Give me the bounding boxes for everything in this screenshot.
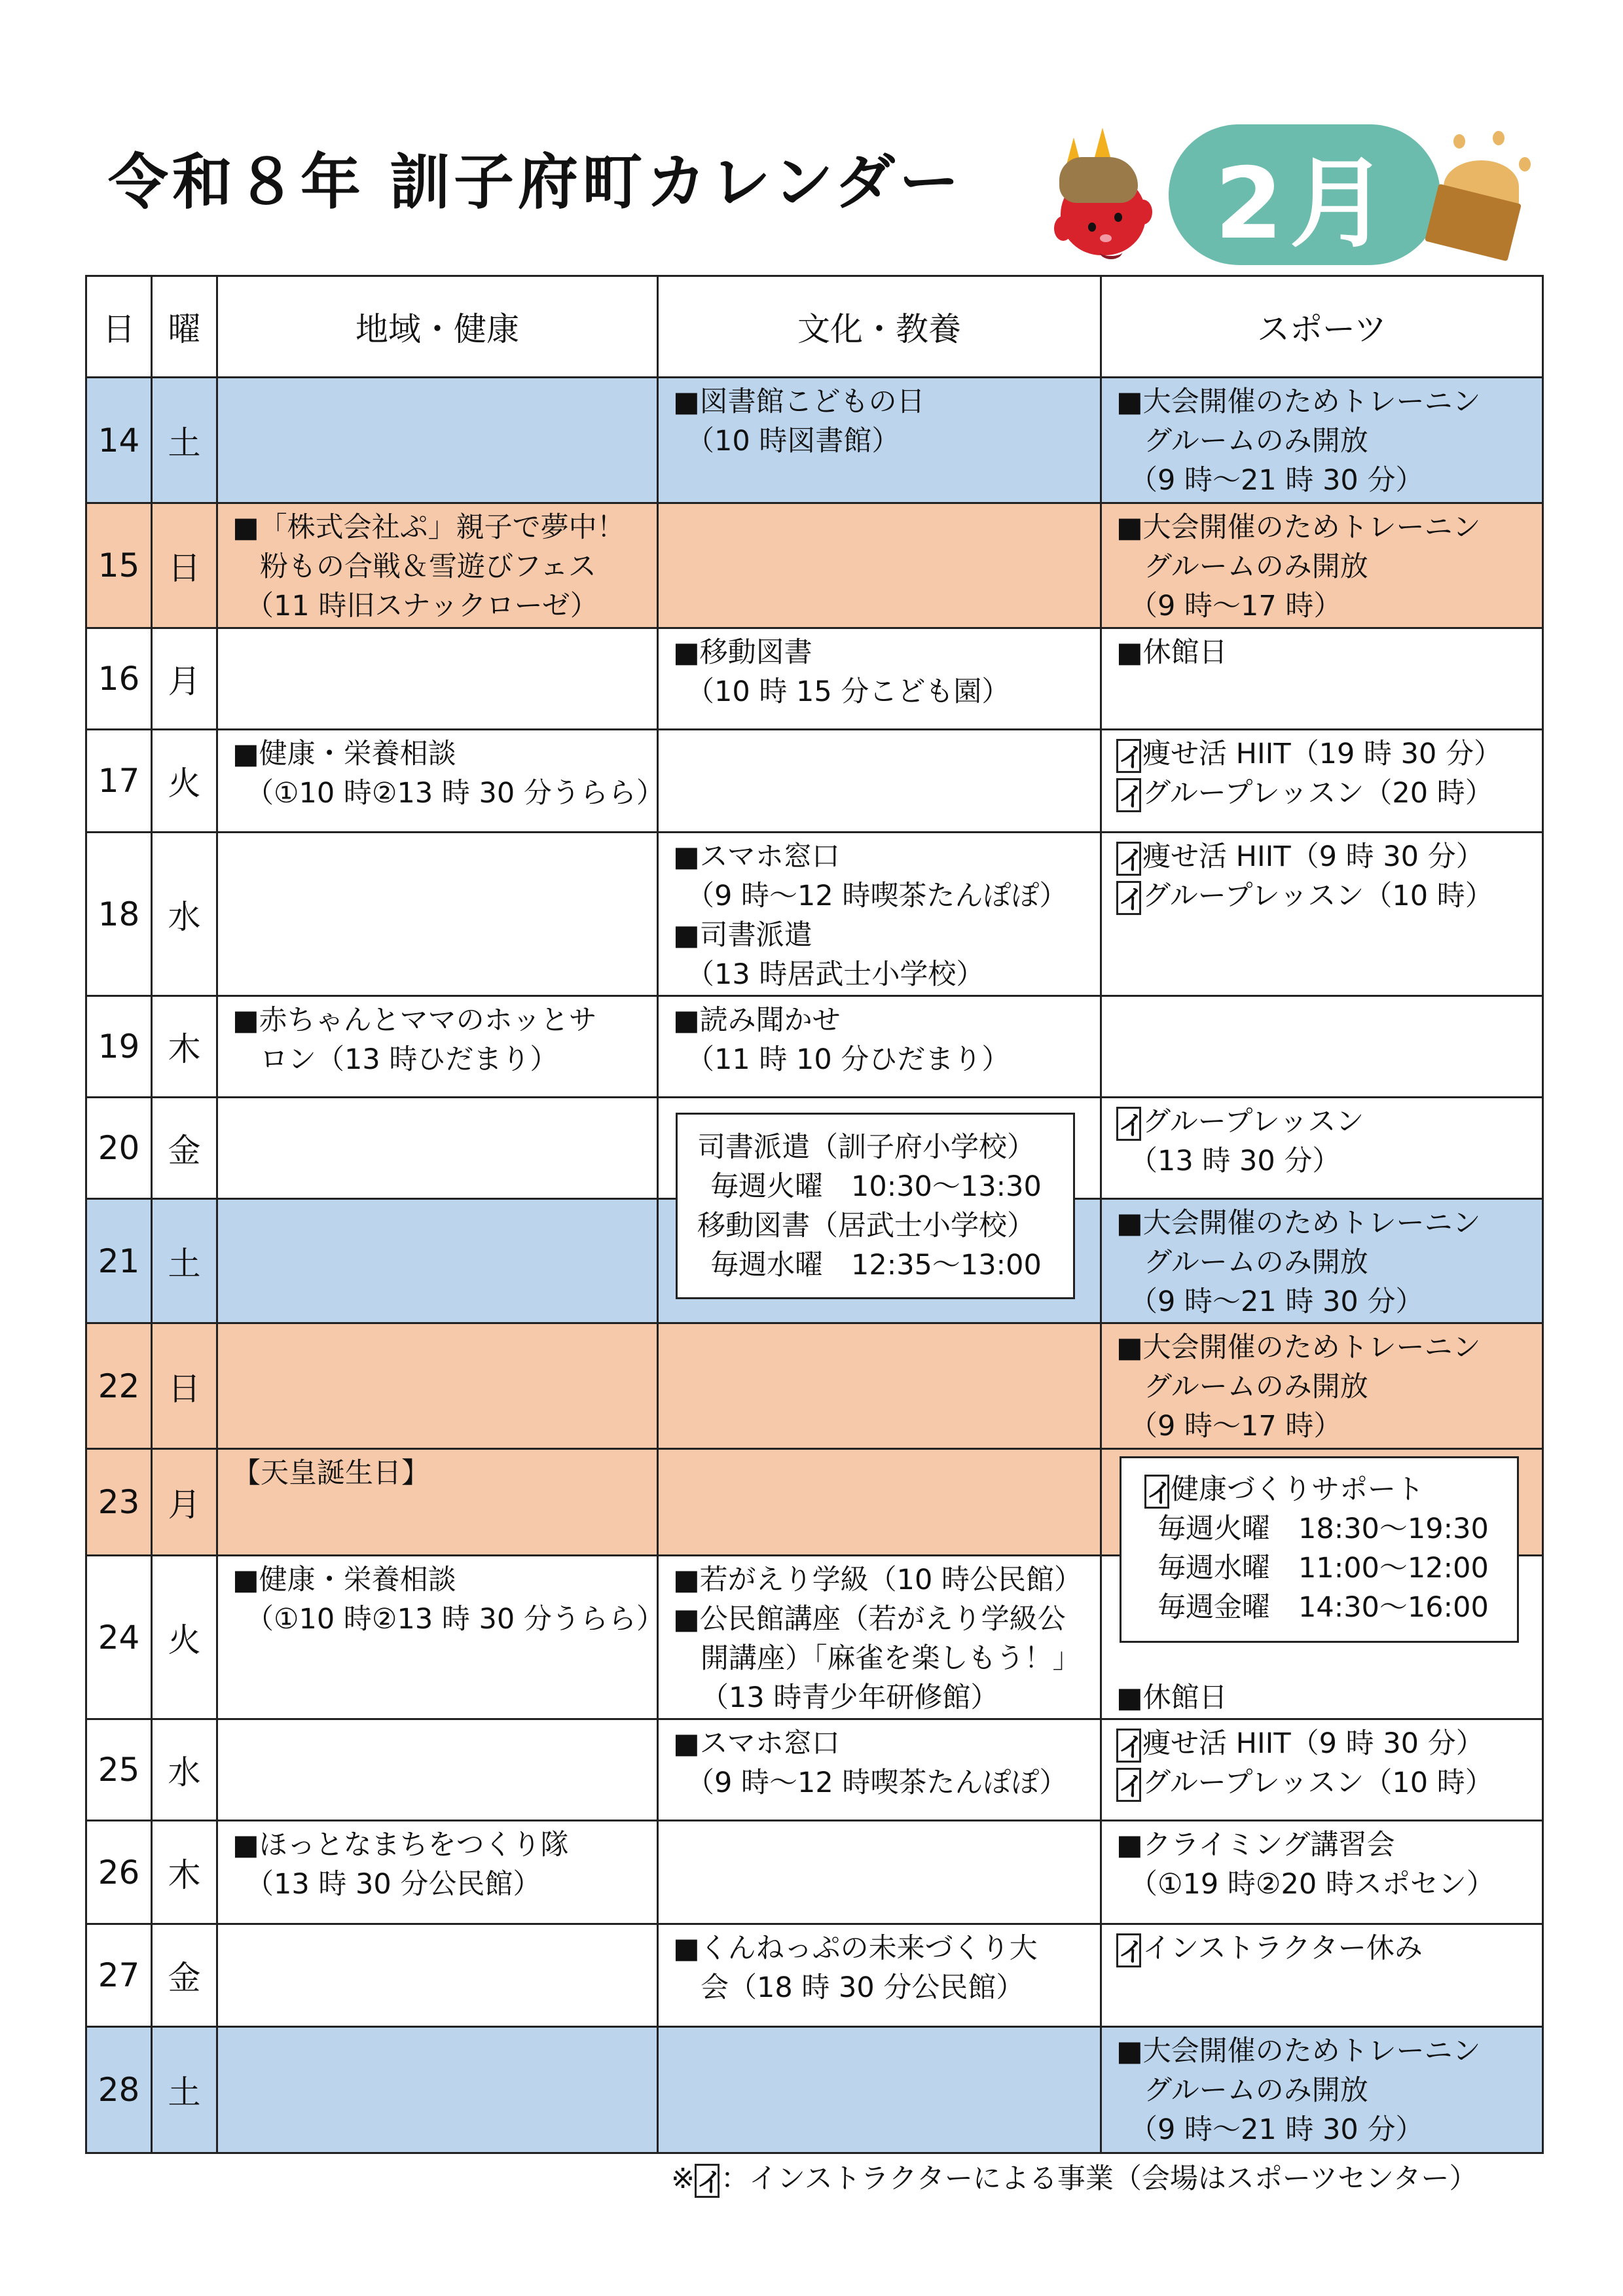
community-cell — [217, 1323, 658, 1449]
event-line: （①10 時②13 時 30 分うらら） — [246, 1603, 665, 1636]
day-number: 26 — [86, 1821, 152, 1924]
event-line: （11 時 10 分ひだまり） — [686, 1043, 1010, 1076]
event-line: （10 時図書館） — [686, 425, 900, 457]
event-line: 【天皇誕生日】 — [232, 1457, 429, 1490]
event-line: グルームのみ開放 — [1144, 550, 1368, 583]
event-line: （9 時～12 時喫茶たんぽぽ） — [686, 880, 1068, 912]
note-line: 毎週火曜 10:30～13:30 — [710, 1170, 1042, 1203]
community-cell — [217, 378, 658, 503]
culture-cell — [658, 1924, 1101, 2027]
instructor-badge-icon: イ — [1116, 842, 1141, 876]
community-cell — [217, 1199, 658, 1323]
event-line: （9 時～21 時 30 分） — [1129, 2113, 1424, 2146]
calendar-row — [86, 730, 1543, 833]
instructor-badge-icon: イ — [1116, 881, 1141, 915]
event-line: （13 時居武士小学校） — [686, 958, 985, 991]
calendar-row — [86, 628, 1543, 730]
day-number: 27 — [86, 1924, 152, 2027]
event-line: ■スマホ窓口 — [673, 1727, 840, 1760]
note-line: 司書派遣（訓子府小学校） — [697, 1131, 1035, 1164]
sports-cell — [1101, 1199, 1543, 1323]
note-line: 毎週火曜 18:30～19:30 — [1158, 1513, 1489, 1545]
event-line: ■大会開催のためトレーニン — [1116, 511, 1481, 544]
event-line: 開講座）「麻雀を楽しもう！」 — [701, 1642, 1081, 1675]
event-line: ■司書派遣 — [673, 919, 812, 952]
calendar-row — [86, 503, 1543, 628]
event-line: イグループレッスン（10 時） — [1116, 1763, 1535, 1803]
event-line: イ痩せ活 HIIT（9 時 30 分） — [1116, 837, 1535, 876]
event-line: イグループレッスン（20 時） — [1116, 774, 1535, 813]
day-number: 25 — [86, 1719, 152, 1821]
day-number: 24 — [86, 1556, 152, 1719]
instructor-badge-icon: イ — [1116, 778, 1141, 812]
event-line: （13 時 30 分） — [1129, 1145, 1341, 1177]
event-line: グルームのみ開放 — [1144, 2074, 1368, 2107]
instructor-badge-icon: イ — [695, 2164, 720, 2198]
note-line: 移動図書（居武士小学校） — [697, 1210, 1035, 1242]
sports-cell — [1101, 628, 1543, 730]
day-number: 17 — [86, 730, 152, 833]
culture-cell — [658, 2027, 1101, 2153]
sports-cell — [1101, 503, 1543, 628]
sports-cell — [1101, 730, 1543, 833]
event-line: ■赤ちゃんとママのホッとサ — [232, 1004, 597, 1037]
calendar-row — [86, 1719, 1543, 1821]
day-number: 23 — [86, 1449, 152, 1556]
culture-cell — [658, 1449, 1101, 1556]
event-line: ■公民館講座（若がえり学級公 — [673, 1603, 1066, 1636]
weekday: 土 — [152, 1199, 217, 1323]
event-line: （10 時 15 分こども園） — [686, 675, 1010, 708]
event-line: ■休館日 — [1116, 1681, 1228, 1714]
event-line: （9 時～17 時） — [1129, 1410, 1342, 1443]
sports-cell — [1101, 378, 1543, 503]
day-number: 15 — [86, 503, 152, 628]
event-line: グルームのみ開放 — [1144, 425, 1368, 457]
day-number: 19 — [86, 996, 152, 1098]
day-number: 18 — [86, 833, 152, 996]
event-line: （9 時～21 時 30 分） — [1129, 1285, 1424, 1318]
header-row — [86, 276, 1543, 378]
event-line: ■ほっとなまちをつくり隊 — [232, 1829, 569, 1861]
community-cell — [217, 1556, 665, 1719]
header-day: 日 — [86, 276, 152, 378]
community-cell — [217, 1719, 658, 1821]
sports-cell — [1101, 1719, 1543, 1821]
event-line: グルームのみ開放 — [1144, 1246, 1368, 1279]
header-sports: スポーツ — [1101, 276, 1543, 378]
sports-cell — [1101, 2027, 1543, 2153]
sports-cell — [1101, 1323, 1543, 1449]
culture-cell — [658, 378, 1101, 503]
month-header-art — [1041, 98, 1539, 275]
page-title: 令和８年 訓子府町カレンダー — [108, 147, 964, 217]
culture-cell — [658, 503, 1101, 628]
event-line: （9 時～21 時 30 分） — [1129, 464, 1424, 497]
footnote: ※イ：インストラクターによる事業（会場はスポーツセンター） — [671, 2162, 1478, 2198]
culture-cell — [658, 996, 1101, 1098]
culture-cell — [658, 730, 1101, 833]
sports-cell — [1101, 996, 1543, 1098]
culture-cell — [658, 1719, 1101, 1821]
community-cell — [217, 503, 658, 628]
event-line: ■大会開催のためトレーニン — [1116, 2035, 1481, 2068]
calendar-row — [86, 378, 1543, 503]
event-line: （①10 時②13 時 30 分うらら） — [246, 777, 665, 810]
event-line: ■スマホ窓口 — [673, 840, 840, 873]
day-number: 14 — [86, 378, 152, 503]
header-weekday: 曜 — [152, 276, 217, 378]
instructor-badge-icon: イ — [1144, 1475, 1169, 1509]
event-line: グルームのみ開放 — [1144, 1371, 1368, 1403]
event-line: （9 時～17 時） — [1129, 590, 1342, 622]
sports-cell — [1101, 1098, 1543, 1199]
event-line: （13 時 30 分公民館） — [246, 1868, 541, 1901]
sports-cell — [1101, 833, 1543, 996]
oni-icon — [1054, 137, 1159, 255]
calendar-row — [86, 996, 1543, 1098]
culture-cell — [658, 833, 1101, 996]
event-line: （13 時青少年研修館） — [701, 1681, 999, 1714]
sports-cell — [1101, 1821, 1543, 1924]
instructor-badge-icon: イ — [1116, 1933, 1141, 1967]
community-cell — [217, 1924, 658, 2027]
weekday: 火 — [152, 1556, 217, 1719]
health-support-note — [1120, 1456, 1519, 1643]
event-line: ■大会開催のためトレーニン — [1116, 1207, 1481, 1240]
event-line: ■大会開催のためトレーニン — [1116, 386, 1481, 418]
calendar-row — [86, 1323, 1543, 1449]
note-line: 毎週金曜 14:30～16:00 — [1158, 1591, 1489, 1624]
community-cell — [217, 1821, 658, 1924]
library-schedule-note — [676, 1113, 1075, 1299]
event-line — [1116, 1639, 1535, 1678]
community-cell — [217, 628, 658, 730]
community-cell — [217, 996, 658, 1098]
community-cell — [217, 2027, 658, 2153]
instructor-badge-icon: イ — [1116, 1768, 1141, 1802]
culture-cell — [658, 1323, 1101, 1449]
header-culture: 文化・教養 — [658, 276, 1101, 378]
event-line: ■若がえり学級（10 時公民館） — [673, 1564, 1083, 1596]
event-line: ロン（13 時ひだまり） — [260, 1043, 558, 1076]
event-line: （11 時旧スナックローゼ） — [246, 590, 598, 622]
weekday: 日 — [152, 1323, 217, 1449]
culture-cell — [658, 628, 1101, 730]
mame-masu-icon — [1427, 134, 1532, 265]
event-line: ■くんねっぷの未来づくり大 — [673, 1932, 1038, 1965]
event-line: イインストラクター休み — [1116, 1929, 1535, 1968]
community-cell — [217, 1098, 658, 1199]
event-line: （9 時～12 時喫茶たんぽぽ） — [686, 1767, 1068, 1799]
instructor-badge-icon: イ — [1116, 1107, 1141, 1141]
note-line: 毎週水曜 12:35～13:00 — [710, 1249, 1042, 1282]
day-number: 20 — [86, 1098, 152, 1199]
event-line: ■「株式会社ぷ」親子で夢中！ — [232, 511, 625, 544]
event-line: ■健康・栄養相談 — [232, 738, 456, 770]
weekday: 日 — [152, 503, 217, 628]
weekday: 金 — [152, 1098, 217, 1199]
weekday: 金 — [152, 1924, 217, 2027]
weekday: 水 — [152, 1719, 217, 1821]
calendar-row — [86, 1821, 1543, 1924]
weekday: 土 — [152, 378, 217, 503]
weekday: 月 — [152, 628, 217, 730]
note-title: イ健康づくりサポート — [1144, 1470, 1517, 1509]
community-cell — [217, 730, 665, 833]
event-line: イ痩せ活 HIIT（19 時 30 分） — [1116, 734, 1535, 774]
day-number: 28 — [86, 2027, 152, 2153]
instructor-badge-icon: イ — [1116, 1729, 1141, 1763]
event-line: ■クライミング講習会 — [1116, 1829, 1395, 1861]
header-community: 地域・健康 — [217, 276, 658, 378]
weekday: 木 — [152, 996, 217, 1098]
event-line: （①19 時②20 時スポセン） — [1129, 1868, 1495, 1901]
weekday: 水 — [152, 833, 217, 996]
weekday: 火 — [152, 730, 217, 833]
calendar-row — [86, 833, 1543, 996]
day-number: 16 — [86, 628, 152, 730]
day-number: 22 — [86, 1323, 152, 1449]
weekday: 土 — [152, 2027, 217, 2153]
culture-cell — [658, 1821, 1101, 1924]
sports-cell — [1101, 1924, 1543, 2027]
event-line: イグループレッスン（10 時） — [1116, 876, 1535, 916]
calendar-row — [86, 1924, 1543, 2027]
event-line: ■休館日 — [1116, 636, 1228, 669]
culture-cell — [658, 1556, 1101, 1719]
month-badge: 2月 — [1169, 124, 1440, 265]
event-line: ■図書館こどもの日 — [673, 386, 925, 418]
calendar-row — [86, 2027, 1543, 2153]
weekday: 月 — [152, 1449, 217, 1556]
event-line: ■移動図書 — [673, 636, 812, 669]
event-line: ■健康・栄養相談 — [232, 1564, 456, 1596]
event-line: イ痩せ活 HIIT（9 時 30 分） — [1116, 1724, 1535, 1763]
instructor-badge-icon: イ — [1116, 739, 1141, 773]
weekday: 木 — [152, 1821, 217, 1924]
community-cell — [217, 833, 658, 996]
event-line: ■読み聞かせ — [673, 1004, 841, 1037]
event-line: 会（18 時 30 分公民館） — [701, 1971, 1025, 2004]
event-line: 粉もの合戦＆雪遊びフェス — [260, 550, 596, 583]
event-line: イグループレッスン — [1116, 1102, 1535, 1141]
day-number: 21 — [86, 1199, 152, 1323]
community-cell — [217, 1449, 658, 1556]
note-line: 毎週水曜 11:00～12:00 — [1158, 1552, 1489, 1585]
event-line: ■大会開催のためトレーニン — [1116, 1331, 1481, 1364]
